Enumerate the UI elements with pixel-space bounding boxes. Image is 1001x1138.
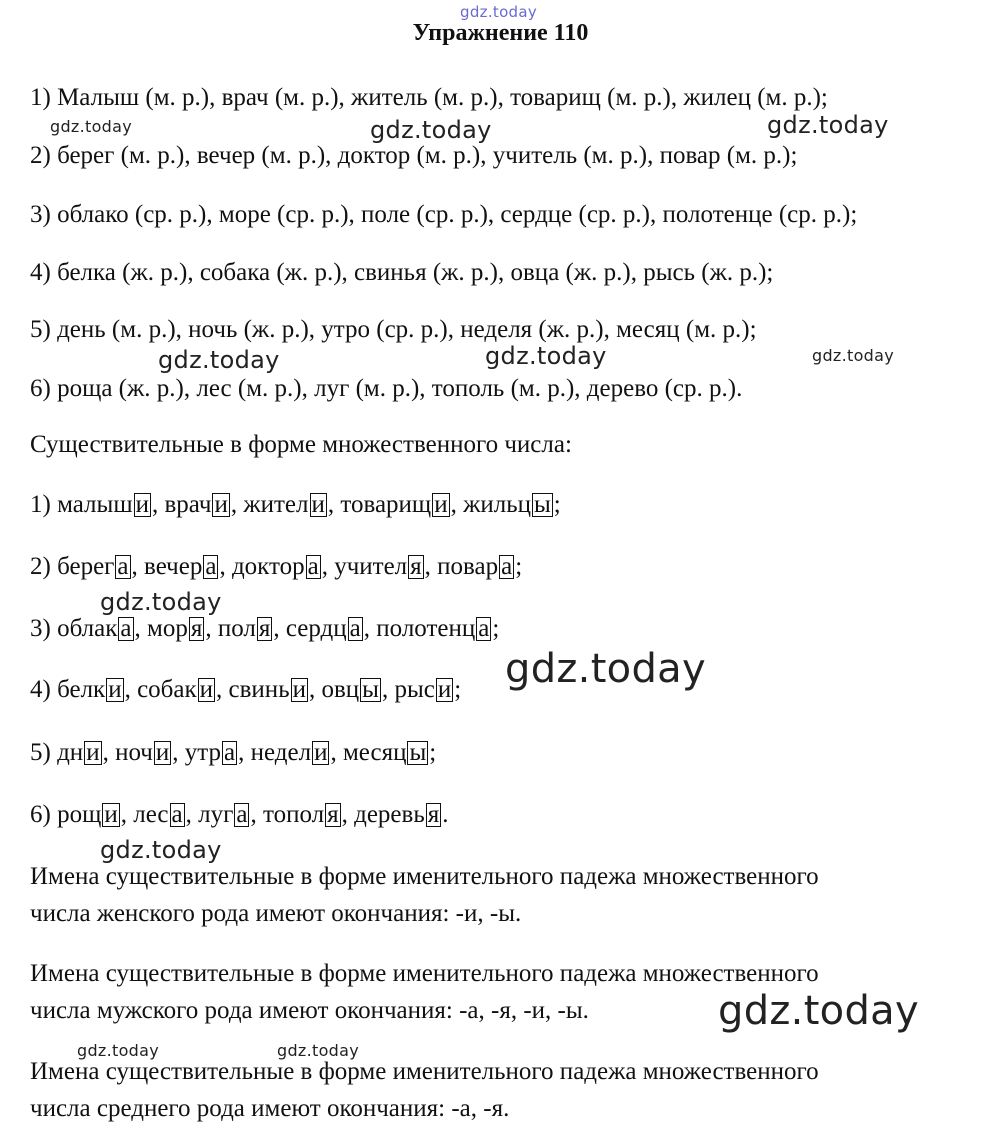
ending-box: а bbox=[478, 615, 490, 642]
word-stem: повар bbox=[437, 553, 499, 580]
separator: , bbox=[151, 491, 165, 518]
plural-word bbox=[243, 491, 340, 518]
word-stem: мор bbox=[147, 615, 188, 642]
separator: ; bbox=[553, 491, 561, 518]
word-stem: топол bbox=[262, 801, 325, 828]
gender-line-1: 1) Малыш (м. р.), врач (м. р.), житель (м. р.), товарищ (м. р.), жилец (м. р.); bbox=[30, 84, 828, 111]
ending-box: и bbox=[199, 676, 214, 703]
conclusion-line-6: числа среднего рода имеют окончания: -а, -я. bbox=[30, 1095, 510, 1122]
word-stem: рыс bbox=[394, 676, 435, 703]
ending-box: а bbox=[236, 801, 248, 828]
word-stem: учител bbox=[334, 553, 408, 580]
watermark: gdz.today bbox=[277, 1041, 359, 1060]
word-stem: белк bbox=[57, 676, 106, 703]
separator: , bbox=[273, 615, 286, 642]
ending-box: и bbox=[108, 676, 122, 703]
watermark: gdz.today bbox=[485, 342, 607, 370]
word-stem: ноч bbox=[115, 739, 153, 766]
gender-line-2: 2) берег (м. р.), вечер (м. р.), доктор (м. р.), учитель (м. р.), повар (м. р.); bbox=[30, 142, 798, 169]
word-stem: собак bbox=[137, 676, 197, 703]
plural-line-6 bbox=[30, 799, 448, 831]
ending-box: я bbox=[427, 801, 440, 828]
watermark: gdz.today bbox=[100, 836, 222, 864]
plural-word bbox=[57, 553, 144, 580]
separator: , bbox=[205, 615, 218, 642]
line-number: 2) bbox=[30, 553, 58, 580]
word-stem: сердц bbox=[285, 615, 347, 642]
word-stem: месяц bbox=[342, 739, 407, 766]
ending-box: и bbox=[311, 491, 325, 518]
ending-box: и bbox=[437, 676, 452, 703]
ending-box: а bbox=[307, 553, 319, 580]
word-stem: утр bbox=[184, 739, 222, 766]
plural-line-1 bbox=[30, 489, 561, 521]
plural-word bbox=[232, 553, 334, 580]
plural-word bbox=[218, 615, 286, 642]
plural-word bbox=[321, 676, 394, 703]
word-stem: полотенц bbox=[376, 615, 476, 642]
separator: , bbox=[102, 739, 116, 766]
separator: . bbox=[442, 801, 449, 828]
gender-line-4: 4) белка (ж. р.), собака (ж. р.), свинья (ж. р.), овца (ж. р.), рысь (ж. р.); bbox=[30, 259, 774, 286]
ending-box: я bbox=[258, 615, 271, 642]
plural-word bbox=[263, 801, 354, 828]
plural-word bbox=[354, 801, 448, 828]
separator: , bbox=[131, 553, 145, 580]
watermark: gdz.today bbox=[100, 588, 222, 616]
separator: ; bbox=[454, 676, 462, 703]
plural-word bbox=[137, 676, 228, 703]
separator: , bbox=[341, 801, 355, 828]
word-stem: деревь bbox=[354, 801, 425, 828]
ending-box: ы bbox=[534, 491, 551, 518]
line-number: 3) bbox=[30, 615, 58, 642]
plural-word bbox=[57, 491, 164, 518]
separator: , bbox=[250, 801, 263, 828]
watermark: gdz.today bbox=[505, 646, 706, 692]
separator: , bbox=[238, 739, 251, 766]
exercise-title: Упражнение 110 bbox=[412, 20, 589, 46]
separator: , bbox=[321, 553, 335, 580]
watermark: gdz.today bbox=[812, 346, 894, 365]
line-number: 4) bbox=[30, 676, 58, 703]
ending-box: а bbox=[171, 801, 183, 828]
ending-box: ы bbox=[409, 739, 427, 766]
ending-box: а bbox=[117, 553, 129, 580]
ending-box: и bbox=[104, 801, 118, 828]
separator: , bbox=[424, 553, 438, 580]
watermark: gdz.today bbox=[718, 988, 919, 1034]
plural-line-4 bbox=[30, 674, 461, 706]
word-stem: овц bbox=[321, 676, 360, 703]
plural-word bbox=[343, 739, 436, 766]
watermark-top: gdz.today bbox=[460, 3, 538, 21]
word-stem: луг bbox=[198, 801, 234, 828]
word-stem: пол bbox=[217, 615, 256, 642]
gender-line-6: 6) роща (ж. р.), лес (м. р.), луг (м. р.), тополь (м. р.), дерево (ср. р.). bbox=[30, 375, 743, 402]
separator: , bbox=[120, 801, 134, 828]
watermark: gdz.today bbox=[767, 111, 889, 139]
ending-box: я bbox=[410, 553, 422, 580]
plural-word bbox=[394, 676, 461, 703]
ending-box: а bbox=[501, 553, 513, 580]
plural-word bbox=[144, 553, 232, 580]
word-stem: свинь bbox=[228, 676, 290, 703]
word-stem: врач bbox=[164, 491, 212, 518]
watermark: gdz.today bbox=[370, 116, 492, 144]
gender-line-3: 3) облако (ср. р.), море (ср. р.), поле (ср. р.), сердце (ср. р.), полотенце (ср. р.); bbox=[30, 201, 858, 228]
separator: , bbox=[363, 615, 377, 642]
plural-word bbox=[340, 491, 463, 518]
separator: , bbox=[124, 676, 138, 703]
ending-box: и bbox=[155, 739, 170, 766]
plural-word bbox=[334, 553, 437, 580]
conclusion-line-2: числа женского рода имеют окончания: -и, -ы. bbox=[30, 900, 522, 927]
watermark: gdz.today bbox=[50, 117, 132, 136]
ending-box: и bbox=[292, 676, 306, 703]
conclusion-line-4: числа мужского рода имеют окончания: -а, -я, -и, -ы. bbox=[30, 997, 589, 1024]
word-stem: лес bbox=[133, 801, 169, 828]
word-stem: рощ bbox=[57, 801, 102, 828]
plural-line-2 bbox=[30, 551, 522, 583]
conclusion-line-3: Имена существительные в форме именительного падежа множественного bbox=[30, 960, 819, 987]
separator: ; bbox=[515, 553, 523, 580]
plural-word bbox=[57, 801, 133, 828]
plural-word bbox=[164, 491, 243, 518]
line-number: 5) bbox=[30, 739, 58, 766]
plural-word bbox=[185, 739, 251, 766]
separator: , bbox=[219, 553, 232, 580]
conclusion-line-1: Имена существительные в форме именительного падежа множественного bbox=[30, 863, 819, 890]
ending-box: я bbox=[190, 615, 203, 642]
separator: , bbox=[450, 491, 464, 518]
conclusion-line-5: Имена существительные в форме именительного падежа множественного bbox=[30, 1058, 819, 1085]
plural-word bbox=[57, 615, 147, 642]
watermark: gdz.today bbox=[158, 346, 280, 374]
word-stem: жител bbox=[243, 491, 309, 518]
line-number: 6) bbox=[30, 801, 58, 828]
ending-box: и bbox=[314, 739, 328, 766]
plural-heading: Существительные в форме множественного числа: bbox=[30, 431, 572, 458]
ending-box: ы bbox=[362, 676, 379, 703]
plural-word bbox=[463, 491, 561, 518]
ending-box: и bbox=[86, 739, 100, 766]
separator: , bbox=[185, 801, 199, 828]
ending-box: а bbox=[349, 615, 361, 642]
plural-word bbox=[286, 615, 376, 642]
plural-line-3 bbox=[30, 613, 499, 645]
plural-word bbox=[198, 801, 263, 828]
word-stem: жильц bbox=[463, 491, 531, 518]
ending-box: а bbox=[205, 553, 217, 580]
separator: , bbox=[330, 739, 343, 766]
separator: , bbox=[230, 491, 244, 518]
plural-word bbox=[133, 801, 198, 828]
ending-box: и bbox=[214, 491, 228, 518]
word-stem: малыш bbox=[57, 491, 133, 518]
separator: ; bbox=[429, 739, 437, 766]
plural-word bbox=[57, 739, 115, 766]
word-stem: дн bbox=[57, 739, 84, 766]
separator: , bbox=[381, 676, 395, 703]
separator: , bbox=[134, 615, 148, 642]
line-number: 1) bbox=[30, 491, 58, 518]
plural-word bbox=[57, 676, 137, 703]
watermark: gdz.today bbox=[77, 1041, 159, 1060]
plural-word bbox=[437, 553, 522, 580]
word-stem: вечер bbox=[144, 553, 203, 580]
word-stem: облак bbox=[57, 615, 118, 642]
separator: , bbox=[216, 676, 229, 703]
plural-word bbox=[251, 739, 343, 766]
separator: , bbox=[172, 739, 185, 766]
separator: ; bbox=[492, 615, 500, 642]
plural-word bbox=[115, 739, 185, 766]
gender-line-5: 5) день (м. р.), ночь (ж. р.), утро (ср. р.), неделя (ж. р.), месяц (м. р.); bbox=[30, 316, 757, 343]
plural-word bbox=[376, 615, 499, 642]
ending-box: и bbox=[434, 491, 448, 518]
ending-box: а bbox=[224, 739, 236, 766]
separator: , bbox=[308, 676, 322, 703]
plural-word bbox=[147, 615, 218, 642]
plural-word bbox=[229, 676, 322, 703]
word-stem: доктор bbox=[231, 553, 305, 580]
word-stem: берег bbox=[57, 553, 115, 580]
ending-box: и bbox=[135, 491, 149, 518]
separator: , bbox=[327, 491, 341, 518]
word-stem: недел bbox=[250, 739, 312, 766]
ending-box: я bbox=[327, 801, 339, 828]
word-stem: товарищ bbox=[340, 491, 432, 518]
plural-line-5 bbox=[30, 737, 436, 769]
ending-box: а bbox=[120, 615, 132, 642]
